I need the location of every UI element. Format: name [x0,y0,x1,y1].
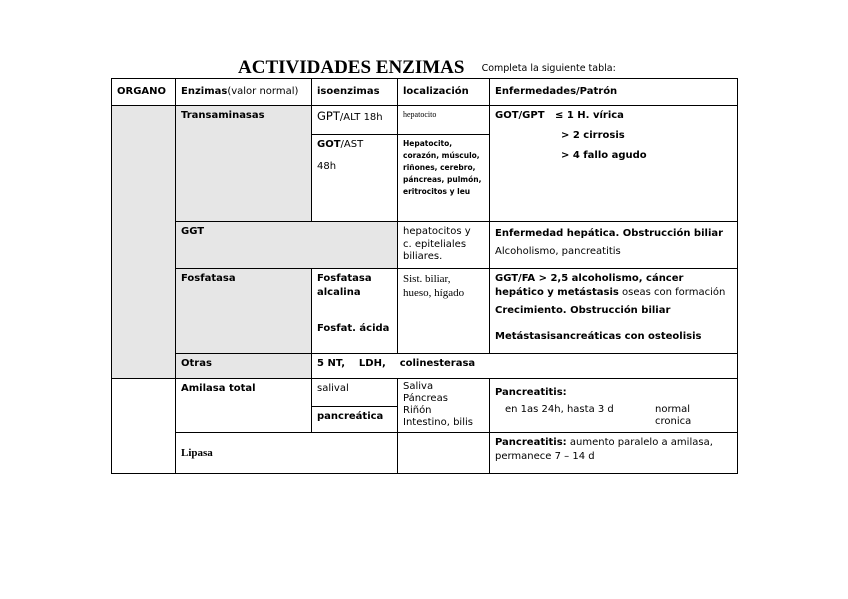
header-isoenzimas: isoenzimas [312,79,398,106]
pattern-amilasa-normal: normal [655,404,691,415]
loc-got-line-5: eritrocitos y leu [403,187,471,196]
loc-ggt-line-2: c. epiteliales [403,239,467,250]
table-row-lipasa [112,433,738,474]
iso-gpt-name: GPT [317,109,340,123]
pattern-trans-3: > 4 fallo agudo [561,150,647,161]
pattern-trans-label: GOT/GPT [495,110,545,121]
page-title: ACTIVIDADES ENZIMAS [238,57,465,78]
iso-got [312,135,398,222]
loc-fosfatasa [398,269,490,354]
loc-amilasa-line-1: Saliva [403,381,434,392]
iso-gpt-alt: /ALT 18h [339,112,383,123]
pattern-ggt-1: Enfermedad hepática. Obstrucción biliar [495,228,724,239]
pattern-trans-1: ≤ 1 H. vírica [555,110,624,121]
header-enfermedades: Enfermedades/Patrón [490,79,738,106]
pattern-trans-2: > 2 cirrosis [561,130,625,141]
enzyme-otras: Otras [176,354,312,379]
otras-value: 5 NT, LDH, colinesterasa [312,354,738,379]
iso-got-ast: /AST [340,139,364,150]
loc-got-line-4: páncreas, pulmón, [403,175,482,184]
pattern-lipasa [490,433,738,474]
loc-fosfatasa-line-1: Sist. biliar, [403,273,451,285]
pattern-transaminasas [490,106,738,222]
iso-amilasa-pancreatica: pancreática [312,407,398,433]
loc-got-line-3: riñones, cerebro, [403,163,476,172]
pattern-amilasa-details [495,404,732,428]
iso-fosfatasa [312,269,398,354]
pattern-fosfatasa-3: Metástasisancreáticas con osteolisis [495,331,702,342]
pattern-fosfatasa-1 [495,272,732,300]
pattern-fosfatasa-2: Crecimiento. Obstrucción biliar [495,305,671,316]
pattern-amilasa-label: Pancreatitis: [495,387,567,398]
iso-fosfatasa-alcalina: Fosfatasa alcalina [317,273,372,298]
pattern-amilasa-detail: en 1as 24h, hasta 3 d [505,404,614,415]
pattern-ggt-2: Alcoholismo, pancreatitis [495,246,621,257]
loc-ggt-line-1: hepatocitos y [403,226,471,237]
pattern-ggt [490,222,738,269]
header-enzimas [176,79,312,106]
pattern-amilasa-status [655,404,691,428]
enzyme-amilasa: Amilasa total [176,379,312,433]
pattern-amilasa-cronica: cronica [655,416,692,427]
enzyme-transaminasas: Transaminasas [176,106,312,222]
loc-amilasa [398,379,490,433]
pattern-lipasa-detail: aumento paralelo a amilasa, permanece 7 – 14 d [495,437,713,462]
pattern-amilasa [490,379,738,433]
iso-got-name: GOT [317,139,341,150]
page-subtitle: Completa la siguiente tabla: [481,63,616,74]
table-row-amilasa [112,379,738,407]
loc-lipasa [398,433,490,474]
loc-ggt-line-3: biliares. [403,251,443,262]
enzyme-ggt: GGT [176,222,398,269]
enzyme-fosfatasa: Fosfatasa [176,269,312,354]
header-enzimas-note: (valor normal) [227,86,299,97]
table-row-otras [112,354,738,379]
header-enzimas-label: Enzimas [181,86,228,97]
loc-got-line-1: Hepatocito, [403,139,453,148]
iso-got-line [317,138,392,152]
loc-gpt: hepatocito [398,106,490,135]
loc-fosfatasa-line-2: hueso, hígado [403,287,465,299]
iso-fosfatasa-acida: Fosfat. ácida [317,323,390,334]
pattern-fosfatasa [490,269,738,354]
loc-ggt [398,222,490,269]
header-row [112,79,738,106]
title-row [238,57,616,79]
loc-got-line-2: corazón, músculo, [403,151,480,160]
pattern-lipasa-label: Pancreatitis: [495,437,567,448]
pattern-fosfatasa-1a: GGT/FA > 2,5 alcoholismo, cáncer hepático y metástasis [495,273,684,298]
loc-amilasa-line-3: Riñón [403,405,432,416]
table-row-ggt [112,222,738,269]
loc-amilasa-line-4: Intestino, bilis [403,417,473,428]
pattern-trans-line-1 [495,109,732,123]
table-row-fosfatasa [112,269,738,354]
iso-amilasa-salival: salival [312,379,398,407]
organo-cell-higado [112,106,176,379]
pattern-fosfatasa-1b: oseas con formación [618,287,726,298]
enzyme-lipasa: Lipasa [176,433,398,474]
iso-gpt [312,106,398,135]
header-organo: ORGANO [112,79,176,106]
table-row-transaminasas [112,106,738,135]
organo-cell-pancreas [112,379,176,474]
iso-got-time: 48h [317,161,337,172]
enzymes-table [111,78,738,474]
loc-amilasa-line-2: Páncreas [403,393,448,404]
header-localizacion: localización [398,79,490,106]
loc-got [398,135,490,222]
